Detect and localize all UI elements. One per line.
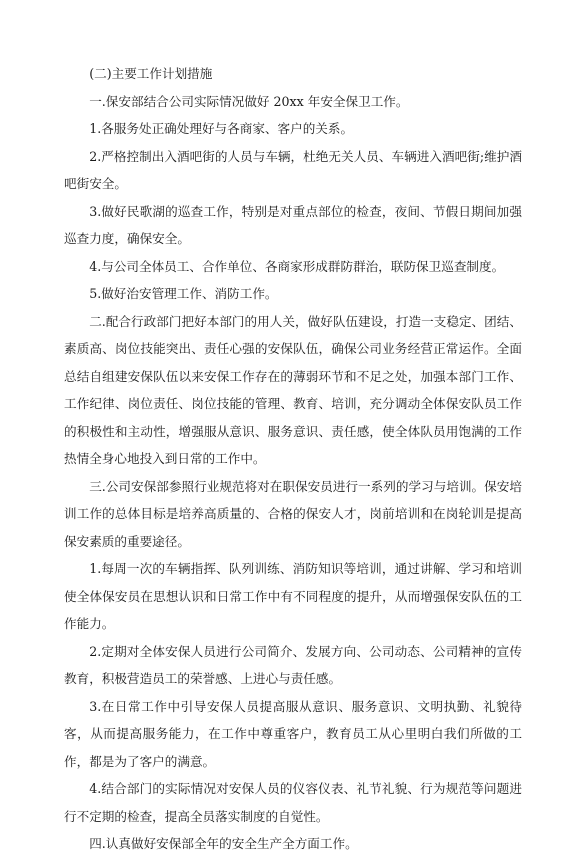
document-page [64, 60, 522, 858]
paragraph-3-4: 4.结合部门的实际情况对安保人员的仪容仪表、礼节礼貌、行为规范等问题进行不定期的检查，提高全员落实制度的自觉性。 [64, 781, 522, 824]
paragraph-3-1: 1.每周一次的车辆指挥、队列训练、消防知识等培训，通过讲解、学习和培训使全体保安员在思想认识和日常工作中有不同程度的提升，从而增强保安队伍的工作能力。 [64, 561, 522, 631]
paragraph-1: 一.保安部结合公司实际情况做好 20xx 年安全保卫工作。 [89, 93, 409, 109]
paragraph-3: 三.公司安保部参照行业规范将对在职保安员进行一系列的学习与培训。保安培训工作的总体目标是培养高质量的、合格的保安人才，岗前培训和在岗轮训是提高保安素质的重要途径。 [64, 478, 522, 549]
paragraph-3-2: 2.定期对全体安保人员进行公司简介、发展方向、公司动态、公司精神的宣传教育，积极营造员工的荣誉感、上进心与责任感。 [64, 643, 522, 686]
paragraph-1-1: 1.各服务处正确处理好与各商家、客户的关系。 [89, 121, 354, 136]
paragraph-4: 四.认真做好安保部全年的安全生产全方面工作。 [89, 836, 358, 851]
paragraph-1-5: 5.做好治安管理工作、消防工作。 [89, 286, 278, 301]
paragraph-1-2: 2.严格控制出入酒吧街的人员与车辆，杜绝无关人员、车辆进入酒吧街;维护酒吧街安全。 [64, 148, 522, 191]
paragraph-2: 二.配合行政部门把好本部门的用人关，做好队伍建设，打造一支稳定、团结、素质高、岗位技能突出、责任心强的安保队伍，确保公司业务经营正常运作。全面总结自组建安保队伍以来安保工作存在的薄弱环节和不足之处，加强本部门工作、工作纪律、岗位责任、岗位技能的管理、教育、培训，充分调动全体保安队员工作的积极性和主动性，增强服从意识、服务意识、责任感，使全体队员用饱满的工作热情全身心地投入到日常的工作中。 [64, 313, 522, 466]
paragraph-1-3: 3.做好民歌湖的巡查工作，特别是对重点部位的检查，夜间、节假日期间加强巡查力度，确保安全。 [64, 203, 522, 246]
paragraph-1-4: 4.与公司全体员工、合作单位、各商家形成群防群治，联防保卫巡查制度。 [89, 258, 505, 274]
section-heading: (二)主要工作计划措施 [89, 66, 213, 81]
paragraph-3-3: 3.在日常工作中引导安保人员提高服从意识、服务意识、文明执勤、礼貌待客，从而提高服务能力，在工作中尊重客户，教育员工从心里明白我们所做的工作，都是为了客户的满意。 [64, 698, 522, 769]
